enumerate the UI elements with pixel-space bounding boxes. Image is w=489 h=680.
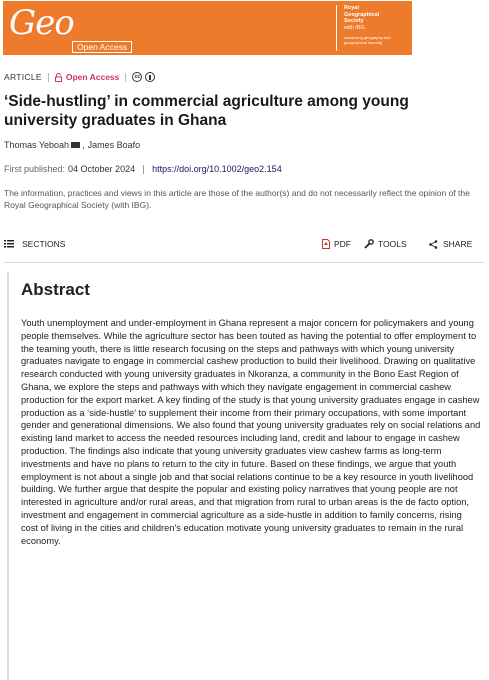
publication-info xyxy=(4,164,282,174)
banner-background xyxy=(3,1,412,55)
geo-logo: Geo xyxy=(9,3,74,43)
open-access-label: Open Access xyxy=(65,72,120,82)
tools-label: TOOLS xyxy=(378,239,407,249)
doi-link[interactable]: https://doi.org/10.1002/geo2.154 xyxy=(152,164,282,174)
society-with: with IBG xyxy=(344,24,365,31)
abstract-text: Youth unemployment and under-employment in Ghana represent a major concern for policymakers and young people themselves. While the agriculture sector has been touted as having the potential to offer employment to the teaming youth, there is little research focusing on the steps and pathways with which young university graduates navigate to engage in commercial cashew production to build their livelihood. Drawing on qualitative research conducted with young university graduates in Nkoranza, a community in the Bono East Region of Ghana, we explore the steps and pathways with which they navigate engagement in commercial cashew production for the export market. A key finding of the study is that young university graduates engage in cashew production as a ‘side-hustle’ to supplement their income from their primary occupations, with some important gender and generational dimensions. We also found that young university graduates rely on social relations and existing land market to access the needed resources including land, credit and labour to engage in cashew production. The findings also indicate that young university graduates view cashew farms as long-term investments and have no plans to return to the city in future. Based on these findings, we argue that youth employment is not about a single job and that social relations continue to be a key resource in youth livelihood building. We further argue that despite the popular and existing policy narratives that young people are not interested in agriculture and/or rural areas, and that migration from rural to urban areas is the de facto option, investment and engagement in commercial agriculture as a side-hustle in addition to family concerns, rising cost of living in the cities and children's education motivate young university graduates to remain in the rural economy. xyxy=(21,318,481,546)
pdf-button[interactable] xyxy=(322,239,351,249)
author-link[interactable]: Thomas Yeboah xyxy=(4,140,70,150)
author-list xyxy=(4,140,140,150)
first-published-label: First published: xyxy=(4,164,66,174)
list-icon xyxy=(4,240,14,248)
pdf-icon xyxy=(322,239,330,249)
pdf-label: PDF xyxy=(334,239,351,249)
share-button[interactable] xyxy=(429,239,472,249)
rgs-logo xyxy=(344,5,410,53)
pub-divider xyxy=(143,165,144,174)
first-published-date: 04 October 2024 xyxy=(68,164,136,174)
share-label: SHARE xyxy=(443,239,473,249)
abstract-heading: Abstract xyxy=(21,280,90,299)
wrench-icon xyxy=(364,239,374,249)
article-meta-row xyxy=(4,70,155,84)
divider-line xyxy=(4,262,484,263)
society-tagline: Advancing geography and geographical learning xyxy=(344,35,391,45)
society-name: Royal Geographical Society xyxy=(344,5,380,24)
open-access-badge: Open Access xyxy=(72,41,132,53)
logo-divider xyxy=(336,5,337,51)
article-type: ARTICLE xyxy=(4,72,42,82)
share-icon xyxy=(429,240,438,249)
disclaimer-text: The information, practices and views in this article are those of the author(s) and do not necessarily reflect the opinion of the Royal Geographical Society (with IBG). xyxy=(4,188,470,210)
sections-button[interactable] xyxy=(4,239,65,249)
article-toolbar xyxy=(4,239,476,253)
open-lock-icon xyxy=(55,73,62,82)
meta-divider xyxy=(48,73,49,82)
abstract-section xyxy=(7,272,484,680)
creative-commons-icon[interactable]: cc xyxy=(132,72,142,82)
email-icon[interactable] xyxy=(71,142,80,148)
attribution-icon[interactable] xyxy=(145,72,155,82)
meta-divider xyxy=(125,73,126,82)
author-link[interactable]: James Boafo xyxy=(87,140,141,150)
journal-banner[interactable] xyxy=(0,0,489,56)
author-separator: , xyxy=(82,140,85,150)
article-title: ‘Side-hustling’ in commercial agriculture among young university graduates in Ghana xyxy=(4,93,409,129)
tools-button[interactable] xyxy=(364,239,407,249)
sections-label: SECTIONS xyxy=(22,239,66,249)
